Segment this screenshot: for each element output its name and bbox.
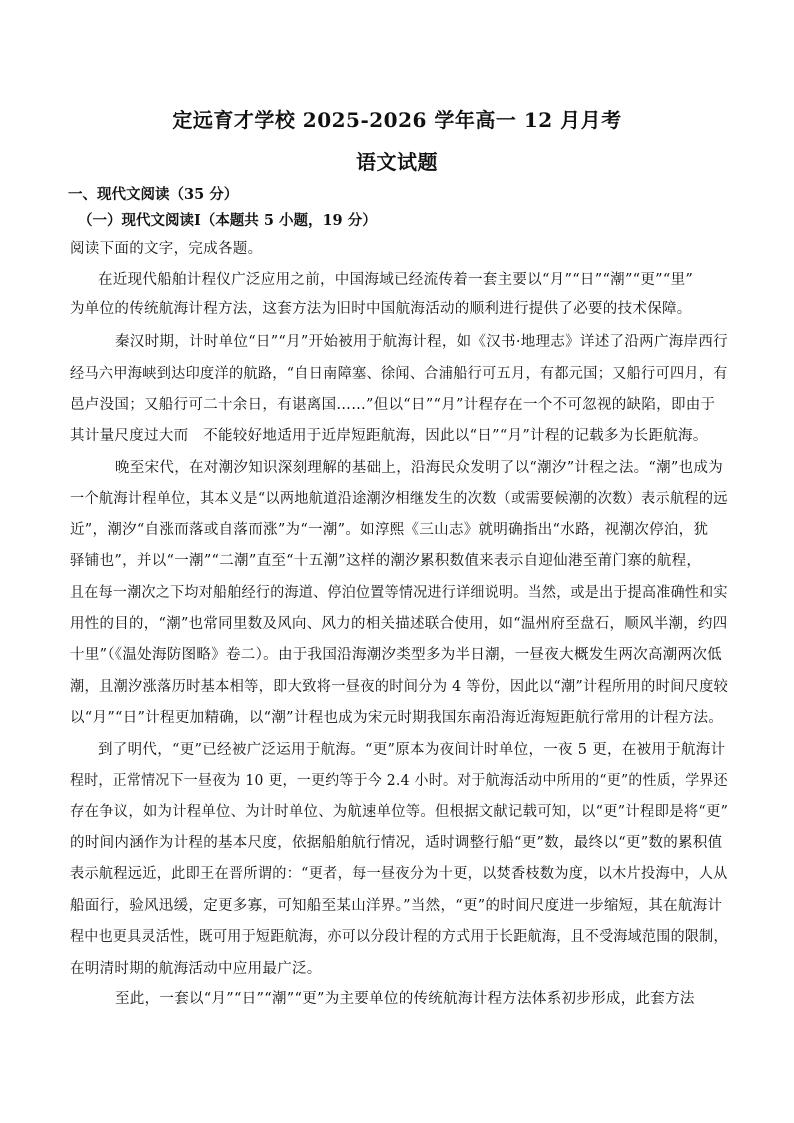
passage-line: 近”，潮汐“自涨而落或自落而涨”为“一潮”。如淳熙《三山志》就明确指出“水路，视潮次停泊，犹 xyxy=(70,522,709,538)
section-heading: 一、现代文阅读（35 分） xyxy=(68,186,239,203)
passage-line: 在近现代船舶计程仪广泛应用之前，中国海域已经流传着一套主要以“月”“日”“潮”“更”“里” xyxy=(98,272,694,288)
passage-line: 存在争议，如为计程单位、为计时单位、为航速单位等。但根据文献记载可知，以“更”计程即是将“更” xyxy=(70,804,729,820)
subject-title: 语文试题 xyxy=(356,150,438,174)
passage-line: 程中也更具灵活性，既可用于短距航海，亦可以分段计程的方式用于长距航海，且不受海域范围的限制， xyxy=(70,929,728,945)
passage-line: 驿铺也”，并以“一潮”“二潮”直至“十五潮”这样的潮汐累积数值来表示自迎仙港至莆门寨的航程， xyxy=(70,553,702,569)
passage-line: 潮，且潮汐涨落历时基本相等，即大致将一昼夜的时间分为 4 等份，因此以“潮”计程所用的时间尺度较 xyxy=(70,679,729,695)
passage-line: 船面行，验风迅缓，定更多寡，可知船至某山洋界。”当然，“更”的时间尺度进一步缩短，其在航海计 xyxy=(70,898,723,914)
passage-line: 经马六甲海峡到达印度洋的航路，“自日南障塞、徐闻、合浦船行可五月，有都元国；又船行可四月，有 xyxy=(70,366,728,382)
passage-line: 邑卢没国；又船行可二十余日，有谌离国……”但以“日”“月”计程存在一个不可忽视的缺陷，即由于 xyxy=(70,397,716,413)
passage-line: 的时间内涵作为计程的基本尺度，依据船舶航行情况，适时调整行船“更”数，最终以“更”数的累积值 xyxy=(70,835,723,851)
passage-line: 表示航程远近，此即王在晋所谓的：“更者，每一昼夜分为十更，以焚香枝数为度，以木片投海中，人从 xyxy=(70,866,728,882)
passage-line: 用性的目的，“潮”也常同里数及风向、风力的相关描述联合使用，如“温州府至盘石，顺风半潮，约四 xyxy=(70,616,728,632)
subsection-heading: （一）现代文阅读Ⅰ（本题共 5 小题，19 分） xyxy=(78,212,377,229)
passage-line: 一个航海计程单位，其本义是“以两地航道沿途潮汐相继发生的次数（或需要候潮的次数）表示航程的远 xyxy=(70,491,728,507)
passage-line: 程时，正常情况下一昼夜为 10 更，一更约等于今 2.4 小时。对于航海活动中所用的“更”的性质，学界还 xyxy=(70,773,728,789)
reading-instruction: 阅读下面的文字，完成各题。 xyxy=(70,241,263,257)
passage-line: 到了明代，“更”已经被广泛运用于航海。“更”原本为夜间计时单位，一夜 5 更，在被用于航海计 xyxy=(98,742,726,758)
passage-line: 且在每一潮次之下均对船舶经行的海道、停泊位置等情况进行详细说明。当然，或是出于提高准确性和实 xyxy=(70,585,728,601)
passage-line: 在明清时期的航海活动中应用最广泛。 xyxy=(70,961,322,977)
exam-title: 定远育才学校 2025-2026 学年高一 12 月月考 xyxy=(172,108,622,132)
passage-line: 晚至宋代，在对潮汐知识深刻理解的基础上，沿海民众发明了以“潮汐”计程之法。“潮”也成为 xyxy=(115,460,724,476)
passage-line: 秦汉时期，计时单位“日”“月”开始被用于航海计程，如《汉书·地理志》详述了沿两广海岸西行 xyxy=(115,334,728,350)
passage-line: 以“月”“日”计程更加精确，以“潮”计程也成为宋元时期我国东南沿海近海短距航行常用的计程方法。 xyxy=(70,710,724,726)
passage-line: 其计量尺度过大而 不能较好地适用于近岸短距航海，因此以“日”“月”计程的记载多为长距航海。 xyxy=(70,428,708,444)
passage-line: 为单位的传统航海计程方法，这套方法为旧时中国航海活动的顺利进行提供了必要的技术保障。 xyxy=(70,301,692,317)
passage-line: 十里”（《温处海防图略》卷二）。由于我国沿海潮汐类型多为半日潮，一昼夜大概发生两次高潮两次低 xyxy=(70,647,722,663)
passage-line: 至此，一套以“月”“日”“潮”“更”为主要单位的传统航海计程方法体系初步形成，此套方法 xyxy=(115,991,695,1007)
